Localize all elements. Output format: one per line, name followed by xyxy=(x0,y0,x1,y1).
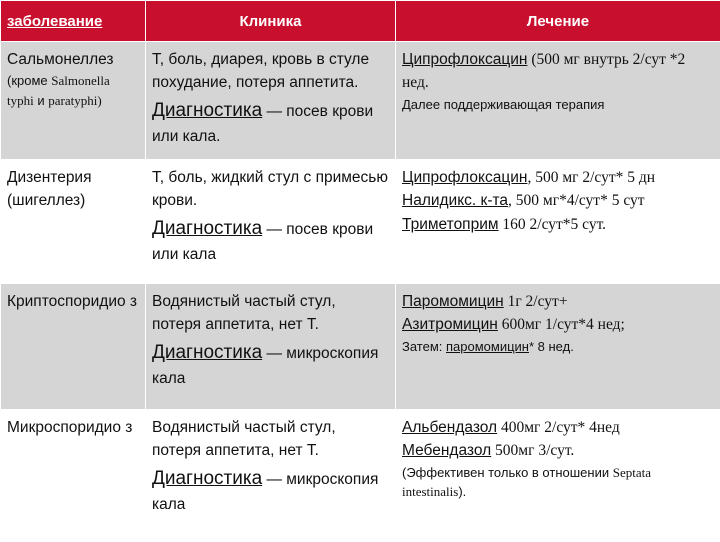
drug-name: Альбендазол xyxy=(402,419,497,436)
disease-cell xyxy=(1,284,146,410)
disease-note: (кроме Salmonella typhi и paratyphi) xyxy=(7,71,139,110)
treatment-cell xyxy=(396,42,720,160)
header-disease: заболевание xyxy=(1,1,146,42)
drug-name: Ципрофлоксацин xyxy=(402,51,527,68)
drug-name: Паромомицин xyxy=(402,293,504,310)
drug-line: Ципрофлоксацин, 500 мг 2/сут* 5 дн xyxy=(402,166,714,189)
clinic-cell xyxy=(146,410,396,542)
drug-line: Паромомицин 1г 2/сут+ xyxy=(402,290,714,313)
disease-cell xyxy=(1,410,146,542)
clinic-cell xyxy=(146,160,396,284)
drug-line: Налидикс. к-та, 500 мг*4/сут* 5 сут xyxy=(402,189,714,212)
drug-note: (Эффективен только в отношении Septata intestinalis). xyxy=(402,463,714,502)
treatment-cell xyxy=(396,284,720,410)
table-row xyxy=(1,284,720,410)
clinic-cell xyxy=(146,284,396,410)
drug-followup: Затем: паромомицин* 8 нед. xyxy=(402,337,714,357)
header-clinic: Клиника xyxy=(146,1,396,42)
table-row xyxy=(1,160,720,284)
header-treatment: Лечение xyxy=(396,1,720,42)
drug-line: Ципрофлоксацин (500 мг внутрь 2/сут *2 нед. xyxy=(402,48,714,95)
diagnostics-text: Диагностика — посев крови или кала. xyxy=(152,97,389,149)
drug-line: Мебендазол 500мг 3/сут. xyxy=(402,439,714,462)
table-row xyxy=(1,42,720,160)
diagnostics-label: Диагностика xyxy=(152,468,262,489)
drug-line: Триметоприм 160 2/сут*5 сут. xyxy=(402,213,714,236)
treatment-cell xyxy=(396,160,720,284)
header-row xyxy=(1,1,720,42)
drug-name: Мебендазол xyxy=(402,442,491,459)
drug-name: Триметоприм xyxy=(402,216,499,233)
drug-name: Ципрофлоксацин xyxy=(402,169,527,186)
diagnostics-text: Диагностика — микроскопия кала xyxy=(152,339,389,391)
disease-cell xyxy=(1,160,146,284)
disease-cell xyxy=(1,42,146,160)
clinic-text: Водянистый частый стул, потеря аппетита, нет T. xyxy=(152,416,389,463)
drug-name: Налидикс. к-та xyxy=(402,192,508,209)
disease-name: Криптоспоридио з xyxy=(7,290,139,313)
disease-name: Микроспоридио з xyxy=(7,416,139,439)
diagnostics-label: Диагностика xyxy=(152,342,262,363)
diagnostics-text: Диагностика — посев крови или кала xyxy=(152,215,389,267)
drug-name: Азитромицин xyxy=(402,316,498,333)
clinic-cell xyxy=(146,42,396,160)
disease-name: Дизентерия (шигеллез) xyxy=(7,166,139,213)
clinic-text: T, боль, жидкий стул с примесью крови. xyxy=(152,166,389,213)
treatment-cell xyxy=(396,410,720,542)
diagnostics-label: Диагностика xyxy=(152,100,262,121)
drug-extra: Далее поддерживающая терапия xyxy=(402,95,714,115)
table-row xyxy=(1,410,720,542)
disease-name: Сальмонеллез xyxy=(7,48,139,71)
diagnostics-text: Диагностика — микроскопия кала xyxy=(152,465,389,517)
diagnostics-label: Диагностика xyxy=(152,218,262,239)
clinic-text: Водянистый частый стул, потеря аппетита, нет T. xyxy=(152,290,389,337)
drug-line: Альбендазол 400мг 2/сут* 4нед xyxy=(402,416,714,439)
clinic-text: T, боль, диарея, кровь в стуле похудание, потеря аппетита. xyxy=(152,48,389,95)
drug-line: Азитромицин 600мг 1/сут*4 нед; xyxy=(402,313,714,336)
